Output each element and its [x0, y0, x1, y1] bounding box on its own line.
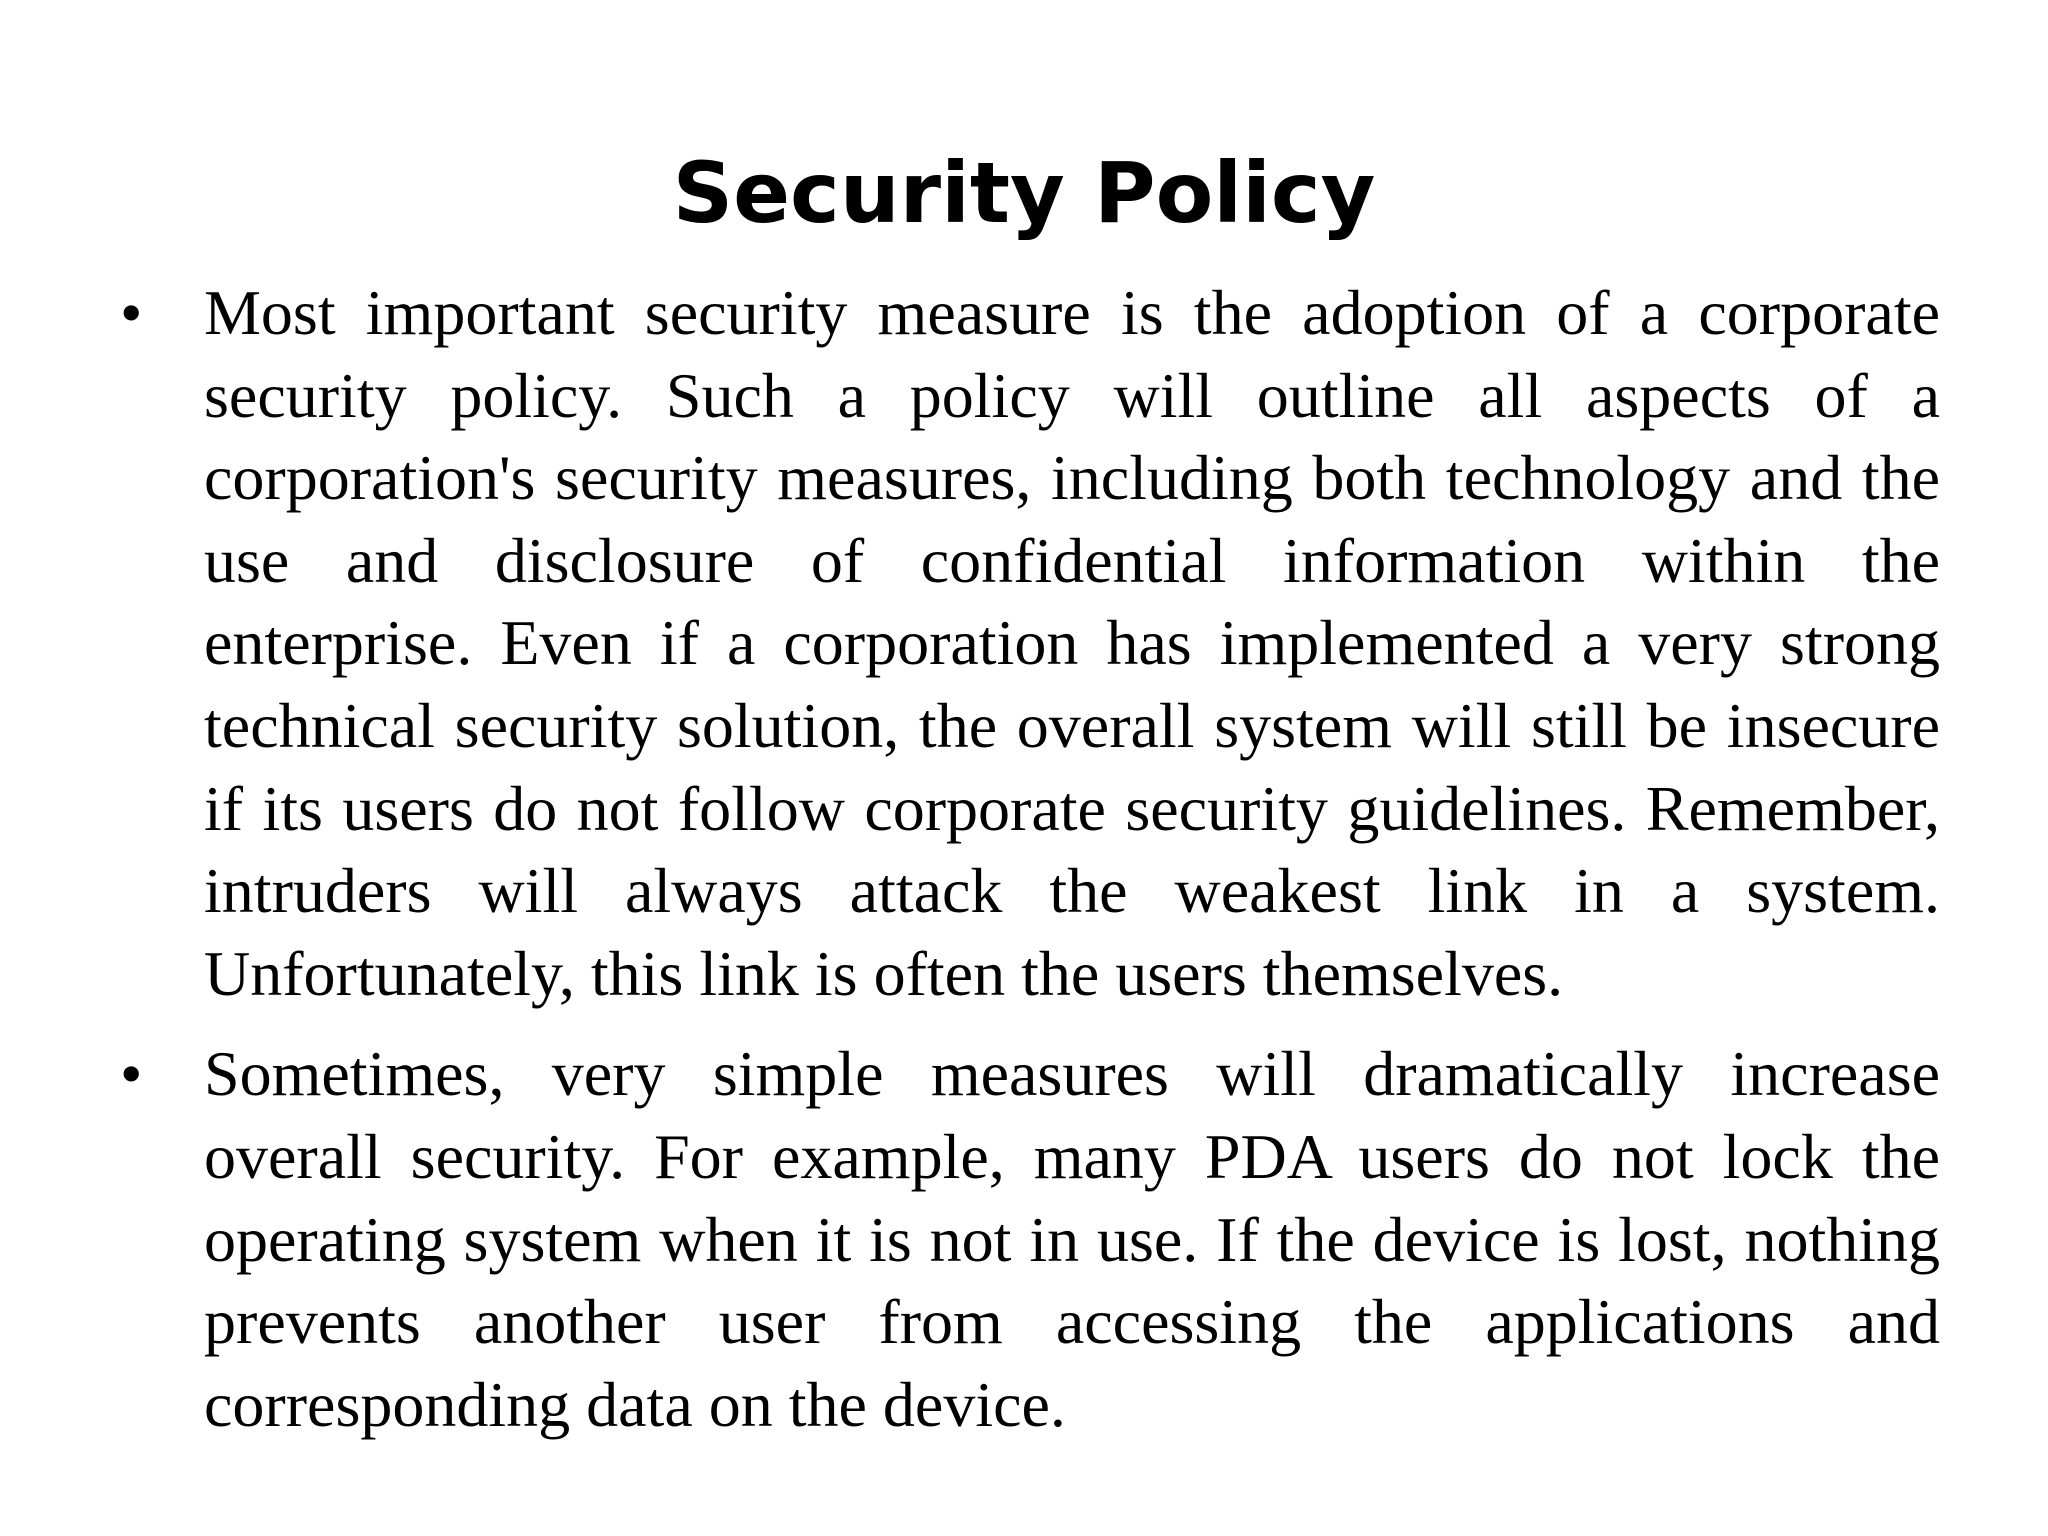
bullet-text: Sometimes, very simple measures will dramatically increase overall security. For example, many PDA users do not lock the operating system when it is not in use. If the device is lost, nothing prevents another user from accessing the applications and corresponding data on the device.: [204, 1038, 1940, 1440]
bullet-marker: •: [120, 1038, 143, 1110]
bullet-marker: •: [120, 277, 143, 348]
bullet-list: [118, 272, 1940, 1464]
bullet-text: Most important security measure is the adoption of a corporate security policy. Such a policy will outline all aspects of a corporation's security measures, including both technology and the use and disclosure of confidential information within the enterprise. Even if a corporation has implemented a very strong technical security solution, the overall system will still be insecure if its users do not follow corporate security guidelines. Remember, intruders will always attack the weakest link in a system. Unfortunately, this link is often the users themselves.: [204, 277, 1940, 1009]
bullet-item-2: [118, 1033, 1940, 1446]
bullet-item-1: [118, 272, 1940, 1015]
slide-title: Security Policy: [672, 144, 1376, 242]
